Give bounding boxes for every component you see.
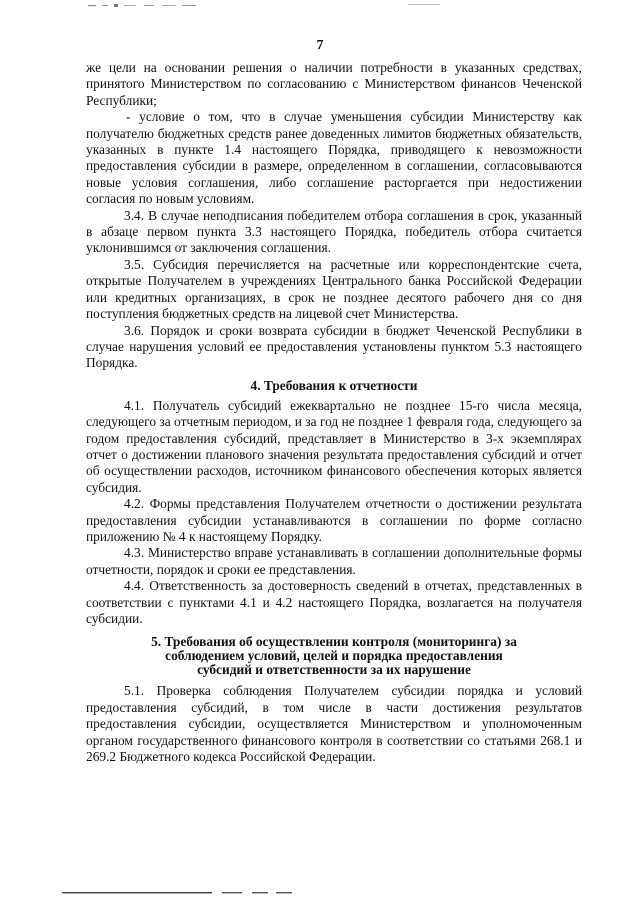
scan-artifact-top-right — [408, 2, 440, 7]
paragraph-5-1: 5.1. Проверка соблюдения Получателем субсидии порядка и условий предоставления субсидий, в том числе в части достижения результатов предоставления субсидии, осуществляется Министерством и уполномоченным органом государственного финансового контроля в соответствии со статьями 268.1 и 269.2 Бюджетного кодекса Российской Федерации. — [86, 683, 582, 765]
paragraph-continuation: же цели на основании решения о наличии потребности в указанных средствах, принятого Министерством по согласованию с Министерством финансов Чеченской Республики; — [86, 60, 582, 108]
paragraph-3-4: 3.4. В случае неподписания победителем отбора соглашения в срок, указанный в абзаце первом пункта 3.3 настоящего Порядка, победитель отбора считается уклонившимся от заключения соглашения. — [86, 207, 582, 256]
section-4-heading: 4. Требования к отчетности — [250, 377, 418, 393]
scan-artifact-top-left — [88, 2, 198, 8]
paragraph-3-6: 3.6. Порядок и сроки возврата субсидии в бюджет Чеченской Республики в случае нарушения условий ее предоставления установлены пунктом 5.3 настоящего Порядка. — [86, 322, 582, 371]
paragraph-4-1: 4.1. Получатель субсидий ежеквартально не позднее 15-го числа месяца, следующего за отчетным периодом, и за год не позднее 1 февраля года, следующего за годом предоставления субсидий, представляет в Министерство в 3-х экземплярах отчет о достижении планового значения результата предоставления субсидий и отчет об осуществлении расходов, источником финансового обеспечения которых является субсидия. — [86, 397, 582, 495]
paragraph-condition-subsidy-reduction: - условие о том, что в случае уменьшения субсидии Министерству как получателю бюджетных средств ранее доведенных лимитов бюджетных обязательств, указанных в пункте 1.4 настоящего Порядка, приводящего к невозможности предоставления субсидии в размере, определенном в соглашении, согласовываются новые условия соглашения, либо соглашение расторгается при недостижении согласия по новым условиям. — [86, 109, 582, 207]
section-5-heading-line-2: соблюдением условий, целей и порядка предоставления — [165, 648, 503, 664]
paragraph-3-5: 3.5. Субсидия перечисляется на расчетные или корреспондентские счета, открытые Получателем в учреждениях Центрального банка Российской Федерации или кредитных организациях, в срок не позднее десятого рабочего дня со дня поступления бюджетных средств на лицевой счет Министерства. — [86, 256, 582, 322]
paragraph-4-2: 4.2. Формы представления Получателем отчетности о достижении результата предоставления субсидии устанавливаются в соглашении по форме согласно приложению № 4 к настоящему Порядку. — [86, 496, 582, 544]
page-number: 7 — [316, 38, 324, 53]
document-body — [86, 60, 582, 765]
paragraph-4-3: 4.3. Министерство вправе устанавливать в соглашении дополнительные формы отчетности, порядок и сроки ее представления. — [86, 545, 582, 577]
section-5-heading — [86, 635, 582, 677]
section-5-heading-line-1: 5. Требования об осуществлении контроля (мониторинга) за — [151, 634, 517, 650]
scan-artifact-bottom — [62, 889, 292, 895]
paragraph-4-4: 4.4. Ответственность за достоверность сведений в отчетах, представленных в соответствии с пунктами 4.1 и 4.2 настоящего Порядка, возлагается на получателя субсидии. — [86, 578, 582, 626]
section-5-heading-line-3: субсидий и ответственности за их нарушение — [197, 662, 471, 678]
